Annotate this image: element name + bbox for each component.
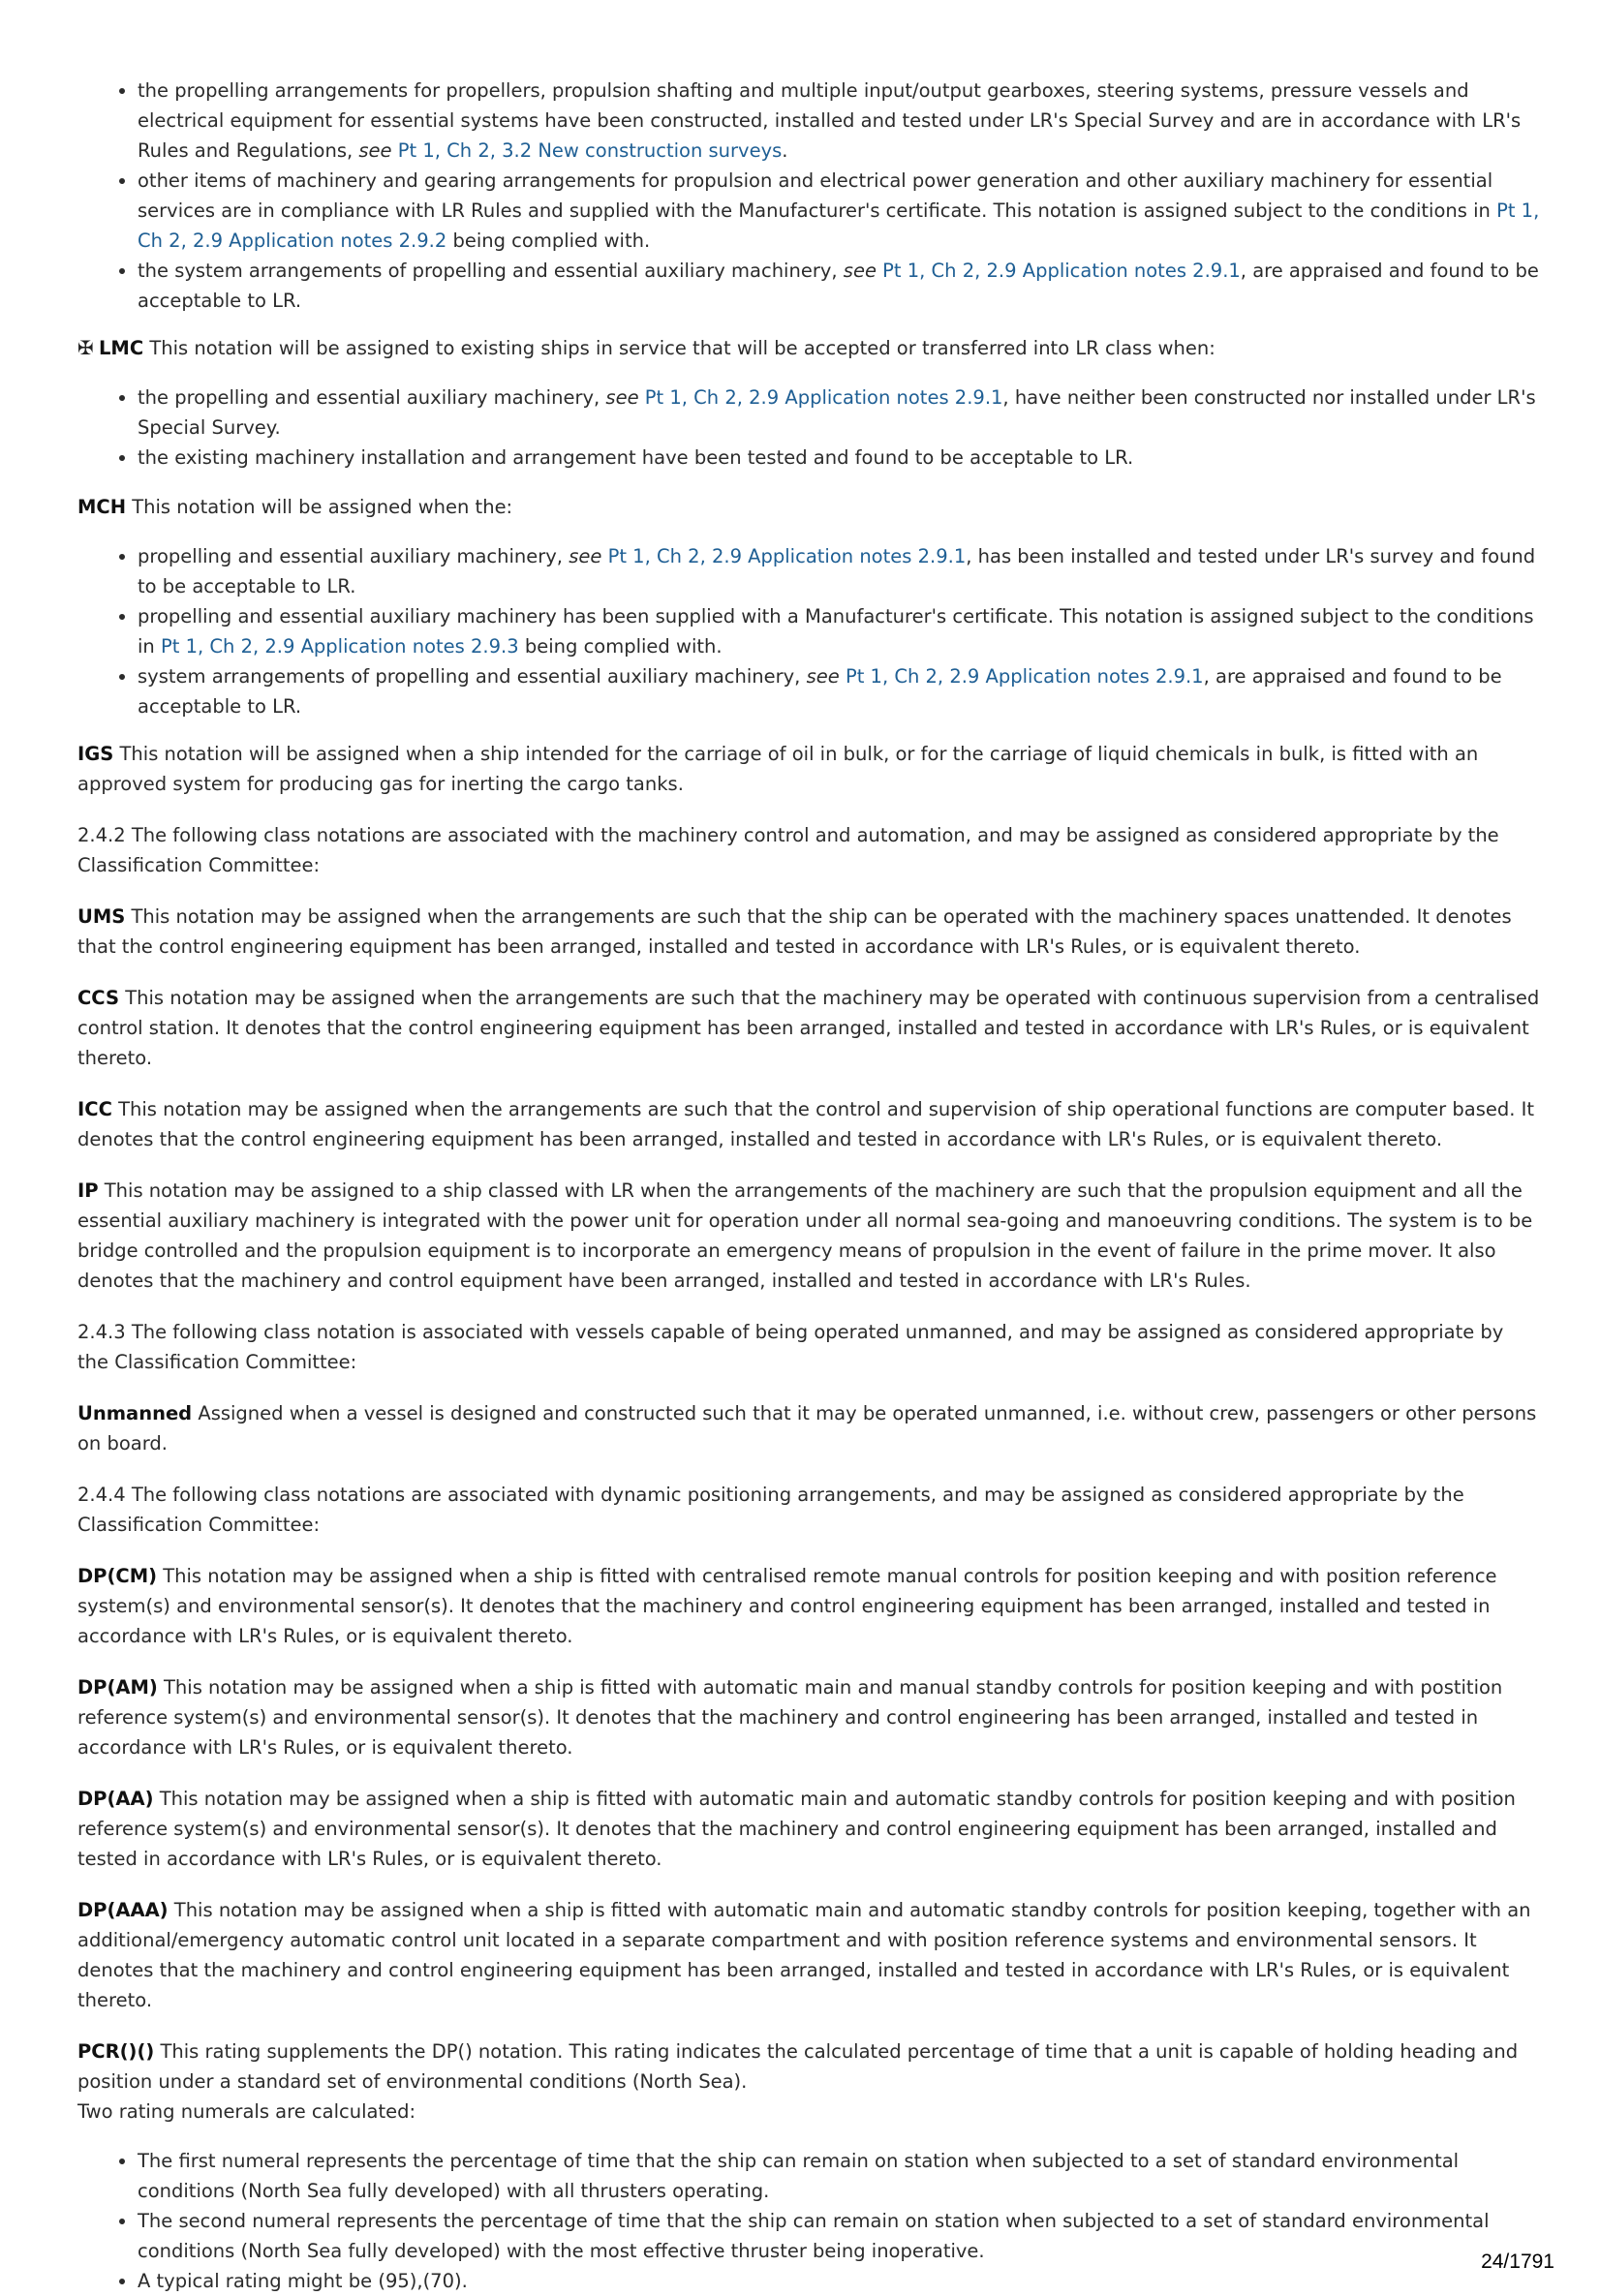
list-item-text: being complied with.: [518, 635, 723, 658]
see-emphasis: see: [569, 545, 602, 567]
list-item-text: propelling and essential auxiliary machinery,: [138, 545, 569, 567]
paragraph-ums: UMS This notation may be assigned when the arrangements are such that the ship can be operated with the machinery spaces unattended. It denotes that the control engineering equipment has been arranged, installed and tested in accordance with LR's Rules, or is equivalent thereto.: [77, 905, 1512, 958]
list-item-text: , has been installed and tested under LR's survey and found to be acceptable to LR.: [138, 545, 1536, 597]
see-emphasis: see: [605, 386, 639, 409]
see-emphasis: see: [358, 139, 392, 162]
list-item-text: , are appraised and found to be acceptable to LR.: [138, 260, 1539, 312]
notation-dp-cm: DP(CM): [77, 1565, 158, 1587]
document-page: [77, 76, 1540, 2296]
list-item: [138, 2206, 1540, 2266]
notation-dp-aa: DP(AA): [77, 1788, 154, 1810]
rule-reference-link[interactable]: Pt 1, Ch 2, 2.9 Application notes 2.9.1: [882, 260, 1241, 282]
paragraph-icc: ICC This notation may be assigned when the arrangements are such that the control and supervision of ship operational functions are computer based. It denotes that the control engineering equipment has been arranged, installed and tested in accordance with LR's Rules, or is equivalent thereto.: [77, 1098, 1535, 1150]
notation-ccs: CCS: [77, 987, 120, 1009]
list-item: [138, 541, 1540, 601]
rule-reference-link[interactable]: Pt 1, Ch 2, 2.9 Application notes 2.9.3: [160, 635, 519, 658]
rule-reference-link[interactable]: Pt 1, Ch 2, 2.9 Application notes 2.9.1: [607, 545, 967, 567]
list-item-text: being complied with.: [446, 230, 651, 252]
notation-mch: MCH: [77, 496, 127, 518]
rule-reference-link[interactable]: Pt 1, Ch 2, 2.9 Application notes 2.9.1: [845, 665, 1204, 688]
bullet-list-pcr: [77, 2146, 1540, 2296]
list-item-text: .: [782, 139, 788, 162]
list-item-text: system arrangements of propelling and essential auxiliary machinery,: [138, 665, 807, 688]
list-item: [138, 661, 1540, 721]
list-item: [138, 256, 1540, 316]
paragraph-mch: MCH This notation will be assigned when the:: [77, 496, 513, 518]
rule-reference-link[interactable]: Pt 1, Ch 2, 3.2 New construction surveys: [397, 139, 783, 162]
paragraph-igs: IGS This notation will be assigned when a ship intended for the carriage of oil in bulk, or for the carriage of liquid chemicals in bulk, is fitted with an approved system for producing gas for inerting the cargo tanks.: [77, 743, 1479, 795]
paragraph-dp-am: DP(AM) This notation may be assigned when a ship is fitted with automatic main and manual standby controls for position keeping and with postition reference system(s) and environmental sensor(s). It denotes that the machinery and control engineering has been arranged, installed and tested in accordance with LR's Rules, or is equivalent thereto.: [77, 1676, 1503, 1759]
notation-igs: IGS: [77, 743, 114, 765]
paragraph-2-4-2: 2.4.2 The following class notations are associated with the machinery control and automation, and may be assigned as considered appropriate by the Classification Committee:: [77, 824, 1499, 876]
list-item-text: propelling and essential auxiliary machinery has been supplied with a Manufacturer's certificate. This notation is assigned subject to the conditions in: [138, 605, 1534, 658]
bullet-list-lr-class: [77, 76, 1540, 316]
list-item-text: the propelling arrangements for propellers, propulsion shafting and multiple input/output gearboxes, steering systems, pressure vessels and electrical equipment for essential systems have been constructed, installed and tested under LR's Special Survey and are in accordance with LR's Rules and Regulations,: [138, 79, 1522, 162]
bullet-list-lmc: [77, 383, 1540, 473]
notation-unmanned: Unmanned: [77, 1402, 193, 1424]
list-item-text: the system arrangements of propelling and essential auxiliary machinery,: [138, 260, 844, 282]
rule-reference-link[interactable]: Pt 1, Ch 2, 2.9 Application notes 2.9.1: [644, 386, 1003, 409]
list-item-text: A typical rating might be (95),(70).: [138, 2270, 468, 2292]
paragraph-ip: IP This notation may be assigned to a ship classed with LR when the arrangements of the machinery are such that the propulsion equipment and all the essential auxiliary machinery is integrated with the power unit for operation under all normal sea-going and manoeuvring conditions. The system is to be bridge controlled and the propulsion equipment is to incorporate an emergency means of propulsion in the event of failure in the prime mover. It also denotes that the machinery and control equipment have been arranged, installed and tested in accordance with LR's Rules.: [77, 1179, 1533, 1292]
list-item-text: the existing machinery installation and arrangement have been tested and found to be acceptable to LR.: [138, 446, 1134, 469]
paragraph-2-4-3: 2.4.3 The following class notation is associated with vessels capable of being operated unmanned, and may be assigned as considered appropriate by the Classification Committee:: [77, 1321, 1504, 1373]
notation-icc: ICC: [77, 1098, 112, 1120]
bullet-list-mch: [77, 541, 1540, 721]
paragraph-lmc: ✠ LMC This notation will be assigned to existing ships in service that will be accepted or transferred into LR class when:: [77, 333, 1540, 363]
paragraph-dp-aa: DP(AA) This notation may be assigned when a ship is fitted with automatic main and automatic standby controls for position keeping and with position reference system(s) and environmental sensor(s). It denotes that the machinery and control engineering equipment has been arranged, installed and tested in accordance with LR's Rules, or is equivalent thereto.: [77, 1788, 1516, 1870]
pcr-rating-intro: Two rating numerals are calculated:: [77, 2100, 416, 2123]
maltese-cross-icon: ✠: [77, 336, 94, 359]
rule-reference-link[interactable]: Pt 1, Ch 2, 2.9 Application notes 2.9.2: [138, 199, 1540, 252]
list-item-text: , have neither been constructed nor installed under LR's Special Survey.: [138, 386, 1536, 439]
paragraph-dp-aaa: DP(AAA) This notation may be assigned when a ship is fitted with automatic main and automatic standby controls for position keeping, together with an additional/emergency automatic control unit located in a separate compartment and with position reference systems and environmental sensors. It denotes that the machinery and control engineering equipment has been arranged, installed and tested in accordance with LR's Rules, or is equivalent thereto.: [77, 1899, 1531, 2011]
notation-lmc: LMC: [99, 337, 144, 359]
notation-pcr: PCR()(): [77, 2040, 155, 2063]
list-item-text: the propelling and essential auxiliary machinery,: [138, 386, 606, 409]
list-item-text: other items of machinery and gearing arrangements for propulsion and electrical power generation and other auxiliary machinery for essential services are in compliance with LR Rules and supplied with the Manufacturer's certificate. This notation is assigned subject to the conditions in: [138, 169, 1497, 222]
see-emphasis: see: [806, 665, 840, 688]
paragraph-ccs: CCS This notation may be assigned when the arrangements are such that the machinery may be operated with continuous supervision from a centralised control station. It denotes that the control engineering equipment has been arranged, installed and tested in accordance with LR's Rules, or is equivalent thereto.: [77, 987, 1540, 1069]
list-item-text: The first numeral represents the percentage of time that the ship can remain on station when subjected to a set of standard environmental conditions (North Sea fully developed) with all thrusters operating.: [138, 2150, 1460, 2202]
list-item-text: , are appraised and found to be acceptable to LR.: [138, 665, 1502, 718]
notation-dp-aaa: DP(AAA): [77, 1899, 169, 1921]
list-item: [138, 76, 1540, 166]
paragraph-unmanned: Unmanned Assigned when a vessel is designed and constructed such that it may be operated unmanned, i.e. without crew, passengers or other persons on board.: [77, 1402, 1537, 1454]
list-item-text: The second numeral represents the percentage of time that the ship can remain on station when subjected to a set of standard environmental conditions (North Sea fully developed) with the most effective thruster being inoperative.: [138, 2210, 1490, 2262]
notation-ip: IP: [77, 1179, 99, 1202]
list-item: [138, 601, 1540, 661]
list-item: [138, 166, 1540, 256]
paragraph-2-4-4: 2.4.4 The following class notations are associated with dynamic positioning arrangements, and may be assigned as considered appropriate by the Classification Committee:: [77, 1484, 1464, 1536]
paragraph-pcr: PCR()() This rating supplements the DP() notation. This rating indicates the calculated percentage of time that a unit is capable of holding heading and position under a standard set of environmental conditions (North Sea). Two rating numerals are calculated:: [77, 2040, 1519, 2123]
list-item: [138, 2146, 1540, 2206]
notation-ums: UMS: [77, 905, 126, 928]
list-item: [138, 443, 1540, 473]
paragraph-dp-cm: DP(CM) This notation may be assigned when a ship is fitted with centralised remote manual controls for position keeping and with position reference system(s) and environmental sensor(s). It denotes that the machinery and control engineering equipment has been arranged, installed and tested in accordance with LR's Rules, or is equivalent thereto.: [77, 1565, 1497, 1647]
notation-dp-am: DP(AM): [77, 1676, 158, 1699]
list-item: [138, 383, 1540, 443]
list-item: [138, 2266, 1540, 2296]
see-emphasis: see: [843, 260, 877, 282]
page-number: 24/1791: [1481, 2250, 1554, 2273]
